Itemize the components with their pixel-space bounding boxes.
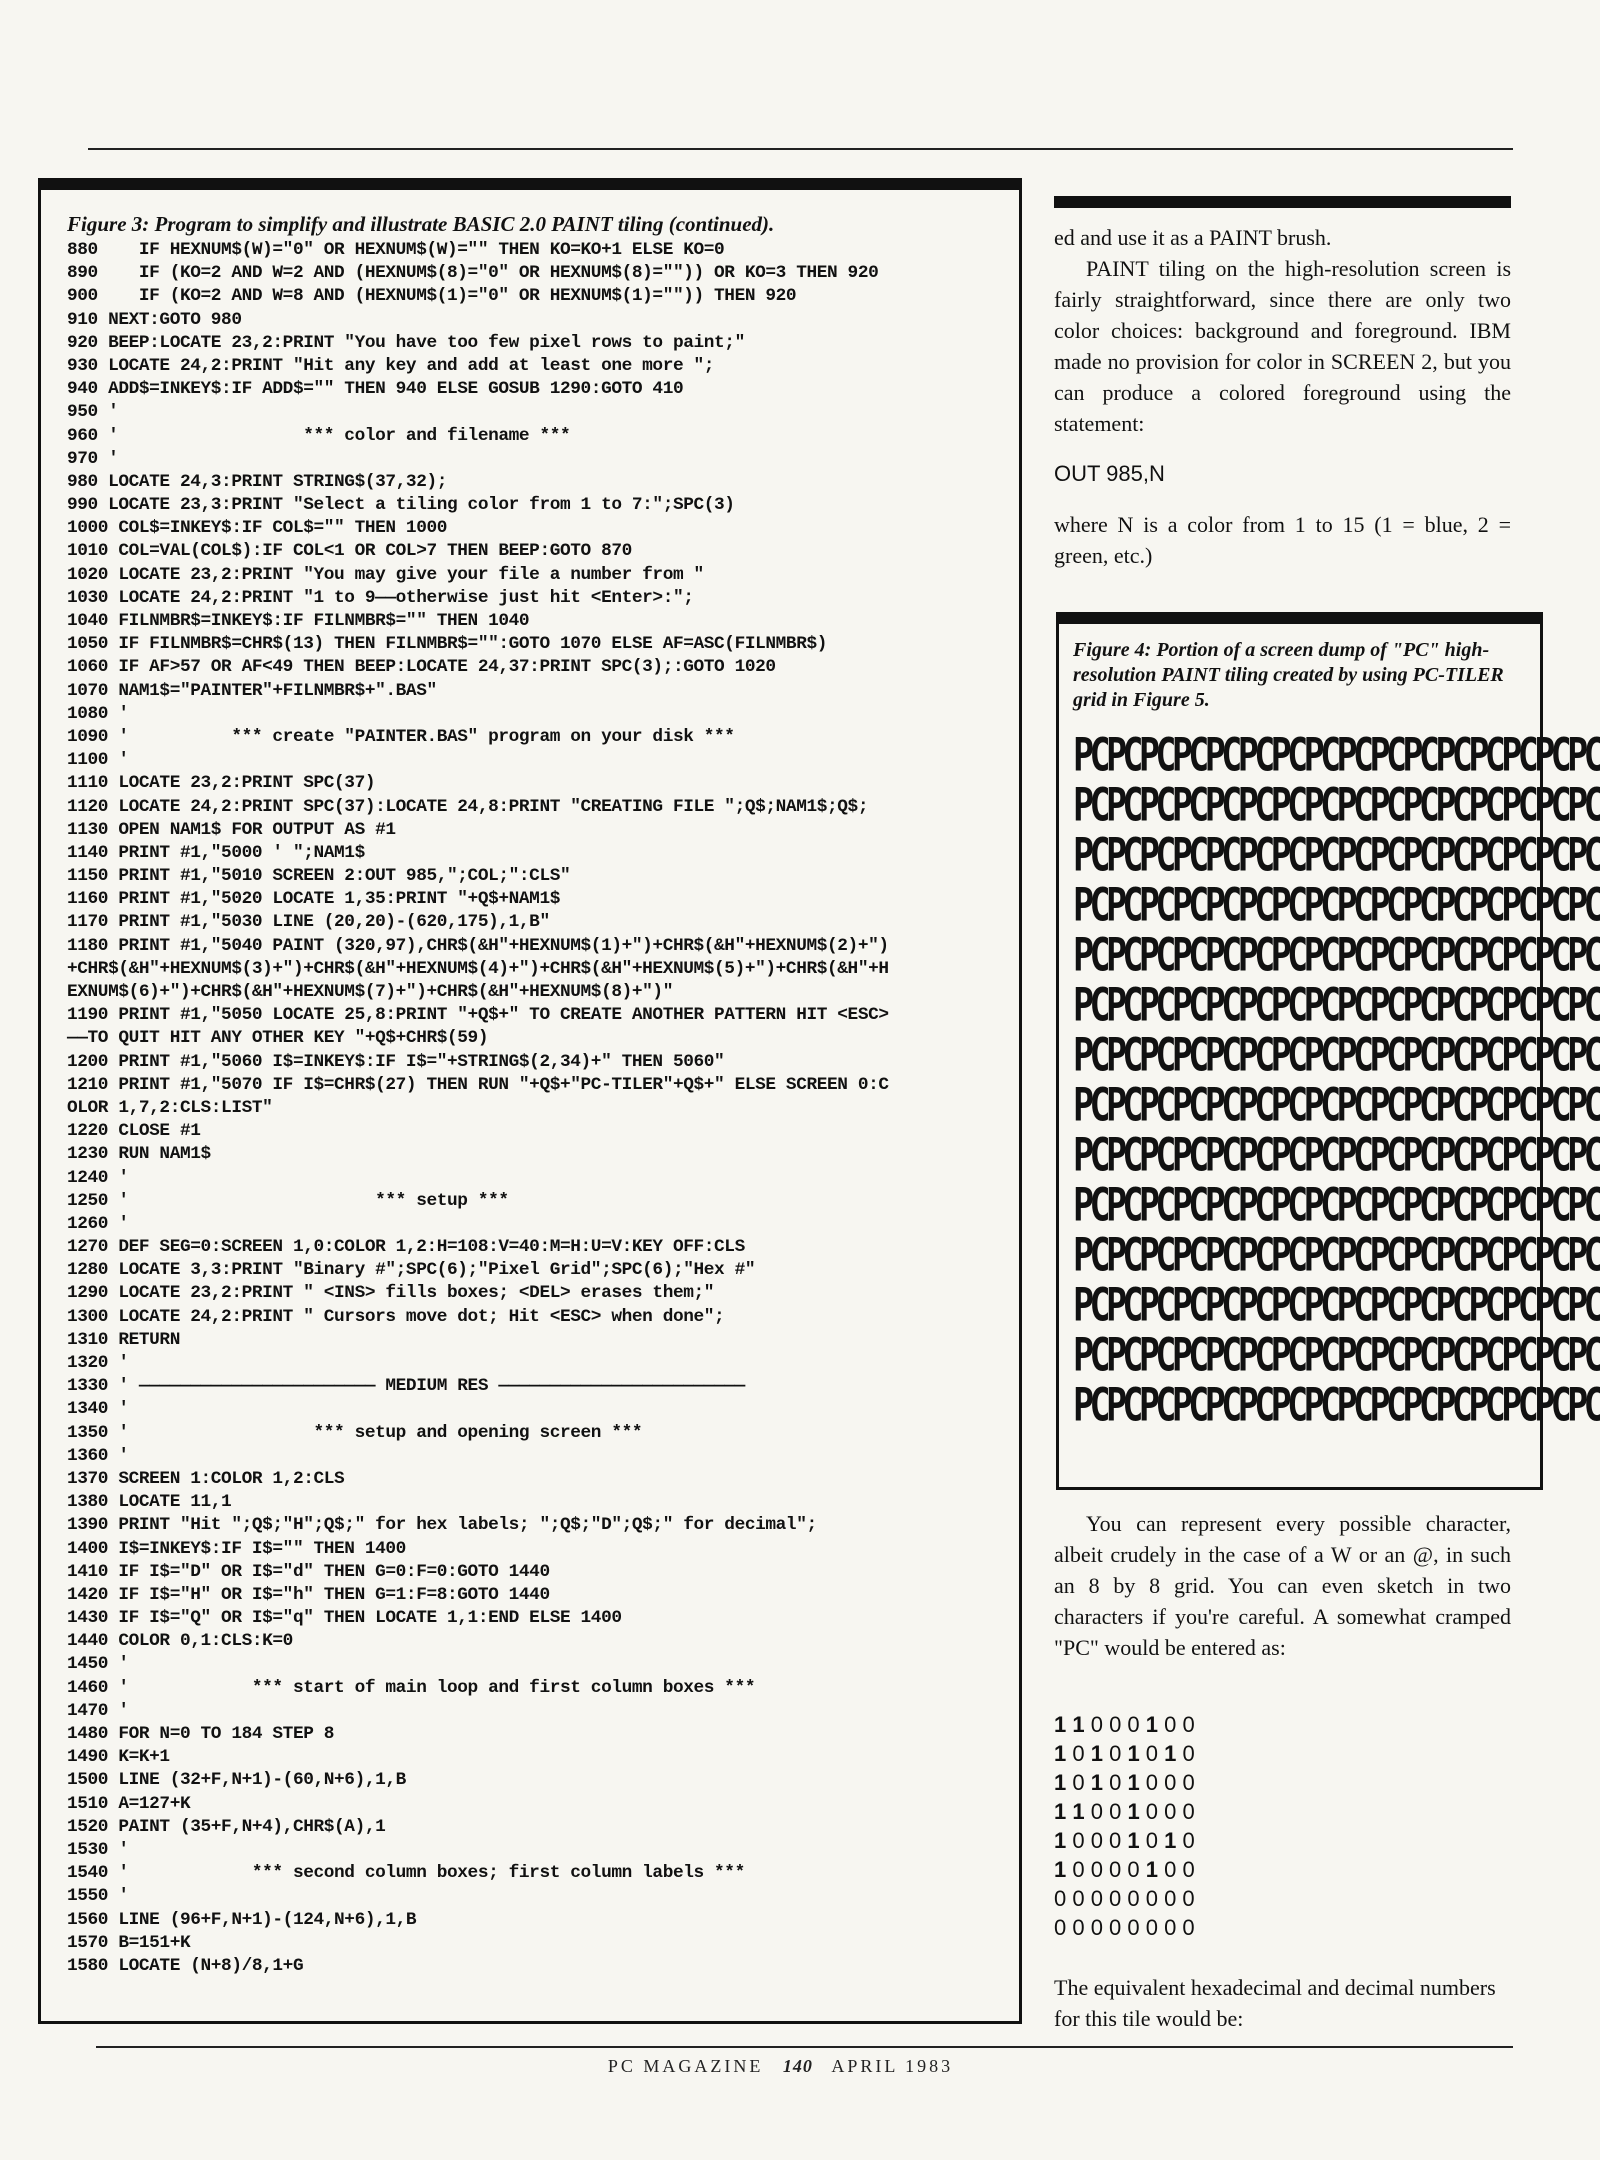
code-line: 880 IF HEXNUM$(W)="0" OR HEXNUM$(W)="" THEN KO=KO+1 ELSE KO=0 xyxy=(67,240,725,260)
code-line: 1020 LOCATE 23,2:PRINT "You may give your file a number from " xyxy=(67,564,704,585)
code-line: 960 ' *** color and filename *** xyxy=(67,425,571,446)
code-line: 1080 ' xyxy=(67,703,129,724)
code-line: 1450 ' xyxy=(67,1654,129,1675)
code-line: 1410 IF I$="D" OR I$="d" THEN G=0:F=0:GOTO 1440 xyxy=(67,1561,550,1582)
code-line: 1480 FOR N=0 TO 184 STEP 8 xyxy=(67,1724,335,1744)
code-line: 1290 LOCATE 23,2:PRINT " <INS> fills boxes; <DEL> erases them;" xyxy=(67,1283,715,1304)
pc-tile-row: PCPCPCPCPCPCPCPCPCPCPCPCPCPCPCPC xyxy=(1073,1280,1600,1332)
pc-tile-row: PCPCPCPCPCPCPCPCPCPCPCPCPCPCPCPC xyxy=(1073,980,1600,1032)
grid-row: 1 0 0 0 1 0 1 0 xyxy=(1054,1828,1195,1853)
pc-tile-row: PCPCPCPCPCPCPCPCPCPCPCPCPCPCPCPC xyxy=(1073,1080,1600,1132)
code-line: 1110 LOCATE 23,2:PRINT SPC(37) xyxy=(67,773,376,794)
code-line: 1400 I$=INKEY$:IF I$="" THEN 1400 xyxy=(67,1538,406,1559)
pc-tile-pattern xyxy=(1073,730,1600,1432)
code-line: 1580 LOCATE (N+8)/8,1+G xyxy=(67,1955,304,1976)
code-line: 1330 ' ——————————————————————— MEDIUM RES ———————————————————————— xyxy=(67,1376,745,1397)
code-line: 1380 LOCATE 11,1 xyxy=(67,1492,232,1513)
code-line: 890 IF (KO=2 AND W=2 AND (HEXNUM$(8)="0" OR HEXNUM$(8)="")) OR KO=3 THEN 920 xyxy=(67,263,879,284)
code-line: 1550 ' xyxy=(67,1886,129,1907)
code-line: 1520 PAINT (35+F,N+4),CHR$(A),1 xyxy=(67,1816,386,1837)
pc-tile-row: PCPCPCPCPCPCPCPCPCPCPCPCPCPCPCPC xyxy=(1073,780,1600,832)
code-line: 1190 PRINT #1,"5050 LOCATE 25,8:PRINT "+Q$+" TO CREATE ANOTHER PATTERN HIT <ESC> xyxy=(67,1005,889,1026)
code-line: 1150 PRINT #1,"5010 SCREEN 2:OUT 985,";COL;":CLS" xyxy=(67,866,571,887)
article-paragraph: You can represent every possible character, albeit crudely in the case of a W or an @, in such an 8 by 8 grid. You can even sketch in two characters if you're careful. A somewhat cramped "PC" would be entered as: xyxy=(1054,1511,1511,1660)
code-line: 1240 ' xyxy=(67,1167,129,1188)
pc-tile-row: PCPCPCPCPCPCPCPCPCPCPCPCPCPCPCPC xyxy=(1073,830,1600,882)
pc-tile-row: PCPCPCPCPCPCPCPCPCPCPCPCPCPCPCPC xyxy=(1073,1330,1600,1382)
code-line: 1510 A=127+K xyxy=(67,1793,191,1814)
code-line: 1420 IF I$="H" OR I$="h" THEN G=1:F=8:GOTO 1440 xyxy=(67,1584,550,1605)
code-line: 1200 PRINT #1,"5060 I$=INKEY$:IF I$="+STRING$(2,34)+" THEN 5060" xyxy=(67,1051,725,1072)
code-line: 1160 PRINT #1,"5020 LOCATE 1,35:PRINT "+Q$+NAM1$ xyxy=(67,889,560,910)
code-line: 1220 CLOSE #1 xyxy=(67,1121,201,1142)
pc-tile-row: PCPCPCPCPCPCPCPCPCPCPCPCPCPCPCPC xyxy=(1073,1180,1600,1232)
footer-date: APRIL 1983 xyxy=(831,2056,954,2076)
code-line: 1040 FILNMBR$=INKEY$:IF FILNMBR$="" THEN 1040 xyxy=(67,611,530,631)
code-line: 1470 ' xyxy=(67,1700,129,1721)
pc-tile-row: PCPCPCPCPCPCPCPCPCPCPCPCPCPCPCPC xyxy=(1073,1130,1600,1182)
grid-row: 1 1 0 0 0 1 0 0 xyxy=(1054,1712,1195,1737)
figure-4-screen-dump xyxy=(1056,612,1600,1490)
code-line: 920 BEEP:LOCATE 23,2:PRINT "You have too few pixel rows to paint;" xyxy=(67,332,745,353)
code-line: 1460 ' *** start of main loop and first column boxes *** xyxy=(67,1677,756,1698)
grid-row: 0 0 0 0 0 0 0 0 xyxy=(1054,1915,1195,1940)
article-column-end xyxy=(1054,1972,1511,2034)
code-line: 930 LOCATE 24,2:PRINT "Hit any key and add at least one more "; xyxy=(67,355,715,376)
code-listing xyxy=(67,239,1019,1978)
code-line: 1170 PRINT #1,"5030 LINE (20,20)-(620,175),1,B" xyxy=(67,912,550,933)
code-line: 1100 ' xyxy=(67,750,129,771)
code-line: 1540 ' *** second column boxes; first column labels *** xyxy=(67,1863,745,1884)
code-line: 940 ADD$=INKEY$:IF ADD$="" THEN 940 ELSE GOSUB 1290:GOTO 410 xyxy=(67,379,684,400)
code-line: 1090 ' *** create "PAINTER.BAS" program on your disk *** xyxy=(67,726,735,747)
code-line: 1570 B=151+K xyxy=(67,1932,191,1953)
code-line: 950 ' xyxy=(67,402,119,423)
grid-row: 1 0 1 0 1 0 1 0 xyxy=(1054,1741,1195,1766)
article-column-lower xyxy=(1054,1508,1511,1663)
article-paragraph: The equivalent hexadecimal and decimal numbers for this tile would be: xyxy=(1054,1975,1496,2031)
code-line: 1130 OPEN NAM1$ FOR OUTPUT AS #1 xyxy=(67,819,396,840)
pc-tile-row: PCPCPCPCPCPCPCPCPCPCPCPCPCPCPCPC xyxy=(1073,1030,1600,1082)
code-line: 980 LOCATE 24,3:PRINT STRING$(37,32); xyxy=(67,471,448,492)
bit-grid xyxy=(1054,1710,1294,1942)
code-line: 910 NEXT:GOTO 980 xyxy=(67,309,242,330)
pc-tile-row: PCPCPCPCPCPCPCPCPCPCPCPCPCPCPCPC xyxy=(1073,1230,1600,1282)
code-line: 1000 COL$=INKEY$:IF COL$="" THEN 1000 xyxy=(67,518,448,539)
code-line: 1300 LOCATE 24,2:PRINT " Cursors move dot; Hit <ESC> when done"; xyxy=(67,1306,725,1327)
code-line: 1210 PRINT #1,"5070 IF I$=CHR$(27) THEN RUN "+Q$+"PC-TILER"+Q$+" ELSE SCREEN 0:C xyxy=(67,1074,889,1095)
code-line: 990 LOCATE 23,3:PRINT "Select a tiling color from 1 to 7:";SPC(3) xyxy=(67,495,735,516)
bottom-rule xyxy=(96,2046,1513,2048)
code-line: 1070 NAM1$="PAINTER"+FILNMBR$+".BAS" xyxy=(67,680,437,701)
code-line: 1010 COL=VAL(COL$):IF COL<1 OR COL>7 THEN BEEP:GOTO 870 xyxy=(67,541,632,562)
footer-magazine: PC MAGAZINE xyxy=(607,2056,764,2076)
code-line: 1370 SCREEN 1:COLOR 1,2:CLS xyxy=(67,1468,345,1489)
figure-4-caption: Figure 4: Portion of a screen dump of "PC" high-resolution PAINT tiling created by using PC-TILER grid in Figure 5. xyxy=(1073,639,1504,711)
code-line: 1230 RUN NAM1$ xyxy=(67,1144,211,1165)
code-line: 1270 DEF SEG=0:SCREEN 1,0:COLOR 1,2:H=108:V=40:M=H:U=V:KEY OFF:CLS xyxy=(67,1237,745,1258)
code-line: 1320 ' xyxy=(67,1353,129,1373)
pc-tile-row: PCPCPCPCPCPCPCPCPCPCPCPCPCPCPCPC xyxy=(1073,930,1600,982)
pc-tile-row: PCPCPCPCPCPCPCPCPCPCPCPCPCPCPCPC xyxy=(1073,1380,1600,1432)
code-line: 1050 IF FILNMBR$=CHR$(13) THEN FILNMBR$="":GOTO 1070 ELSE AF=ASC(FILNMBR$) xyxy=(67,634,828,655)
code-line: 1360 ' xyxy=(67,1445,129,1466)
code-line: 900 IF (KO=2 AND W=8 AND (HEXNUM$(1)="0" OR HEXNUM$(1)="")) THEN 920 xyxy=(67,286,797,307)
code-line: 1560 LINE (96+F,N+1)-(124,N+6),1,B xyxy=(67,1909,417,1930)
code-line: 1430 IF I$="Q" OR I$="q" THEN LOCATE 1,1:END ELSE 1400 xyxy=(67,1608,622,1629)
grid-row: 1 0 1 0 1 0 0 0 xyxy=(1054,1770,1195,1795)
code-line: 1030 LOCATE 24,2:PRINT "1 to 9——otherwise just hit <Enter>:"; xyxy=(67,587,694,608)
code-line: 1440 COLOR 0,1:CLS:K=0 xyxy=(67,1631,293,1652)
code-line: 1060 IF AF>57 OR AF<49 THEN BEEP:LOCATE 24,37:PRINT SPC(3);:GOTO 1020 xyxy=(67,657,776,678)
figure-3-listing xyxy=(38,178,1022,2024)
code-line: 1120 LOCATE 24,2:PRINT SPC(37):LOCATE 24,8:PRINT "CREATING FILE ";Q$;NAM1$;Q$; xyxy=(67,796,869,817)
code-line: 1500 LINE (32+F,N+1)-(60,N+6),1,B xyxy=(67,1770,406,1791)
code-line: 1250 ' *** setup *** xyxy=(67,1190,509,1211)
code-line: 1260 ' xyxy=(67,1213,129,1234)
article-paragraph: where N is a color from 1 to 15 (1 = blue, 2 = green, etc.) xyxy=(1054,512,1511,568)
code-line: 1490 K=K+1 xyxy=(67,1747,170,1768)
code-line: 1340 ' xyxy=(67,1399,129,1420)
page-footer xyxy=(0,2056,1561,2077)
code-line: 1280 LOCATE 3,3:PRINT "Binary #";SPC(6);"Pixel Grid";SPC(6);"Hex #" xyxy=(67,1260,756,1281)
grid-row: 1 0 0 0 0 1 0 0 xyxy=(1054,1857,1195,1882)
code-line: ——TO QUIT HIT ANY OTHER KEY "+Q$+CHR$(59) xyxy=(67,1028,489,1049)
code-line: 1140 PRINT #1,"5000 ' ";NAM1$ xyxy=(67,842,365,863)
article-column xyxy=(1054,222,1511,571)
code-statement: OUT 985,N xyxy=(1054,461,1165,486)
code-line: 1530 ' xyxy=(67,1839,129,1860)
code-line: 1350 ' *** setup and opening screen *** xyxy=(67,1422,643,1443)
footer-page-number: 140 xyxy=(782,2056,813,2076)
code-line: +CHR$(&H"+HEXNUM$(3)+")+CHR$(&H"+HEXNUM$(4)+")+CHR$(&H"+HEXNUM$(5)+")+CHR$(&H"+H xyxy=(67,958,889,979)
code-line: 1390 PRINT "Hit ";Q$;"H";Q$;" for hex labels; ";Q$;"D";Q$;" for decimal"; xyxy=(67,1515,817,1536)
code-line: 970 ' xyxy=(67,448,119,469)
code-line: EXNUM$(6)+")+CHR$(&H"+HEXNUM$(7)+")+CHR$(&H"+HEXNUM$(8)+")" xyxy=(67,982,673,1002)
figure-3-caption: Figure 3: Program to simplify and illustrate BASIC 2.0 PAINT tiling (continued). xyxy=(67,212,775,236)
article-paragraph: PAINT tiling on the high-resolution screen is fairly straightforward, since there are only two color choices: background and foreground. IBM made no provision for color in SCREEN 2, but you can produce a colored foreground using the statement: xyxy=(1054,256,1511,436)
pc-tile-row: PCPCPCPCPCPCPCPCPCPCPCPCPCPCPCPC xyxy=(1073,880,1600,932)
grid-row: 0 0 0 0 0 0 0 0 xyxy=(1054,1886,1195,1911)
code-line: OLOR 1,7,2:CLS:LIST" xyxy=(67,1097,273,1118)
pc-tile-row: PCPCPCPCPCPCPCPCPCPCPCPCPCPCPCPC xyxy=(1073,730,1600,782)
right-column-bar xyxy=(1054,196,1511,208)
article-paragraph: ed and use it as a PAINT brush. xyxy=(1054,225,1332,250)
code-line: 1310 RETURN xyxy=(67,1329,180,1350)
code-line: 1180 PRINT #1,"5040 PAINT (320,97),CHR$(&H"+HEXNUM$(1)+")+CHR$(&H"+HEXNUM$(2)+") xyxy=(67,935,889,956)
grid-row: 1 1 0 0 1 0 0 0 xyxy=(1054,1799,1195,1824)
top-rule xyxy=(88,148,1513,150)
